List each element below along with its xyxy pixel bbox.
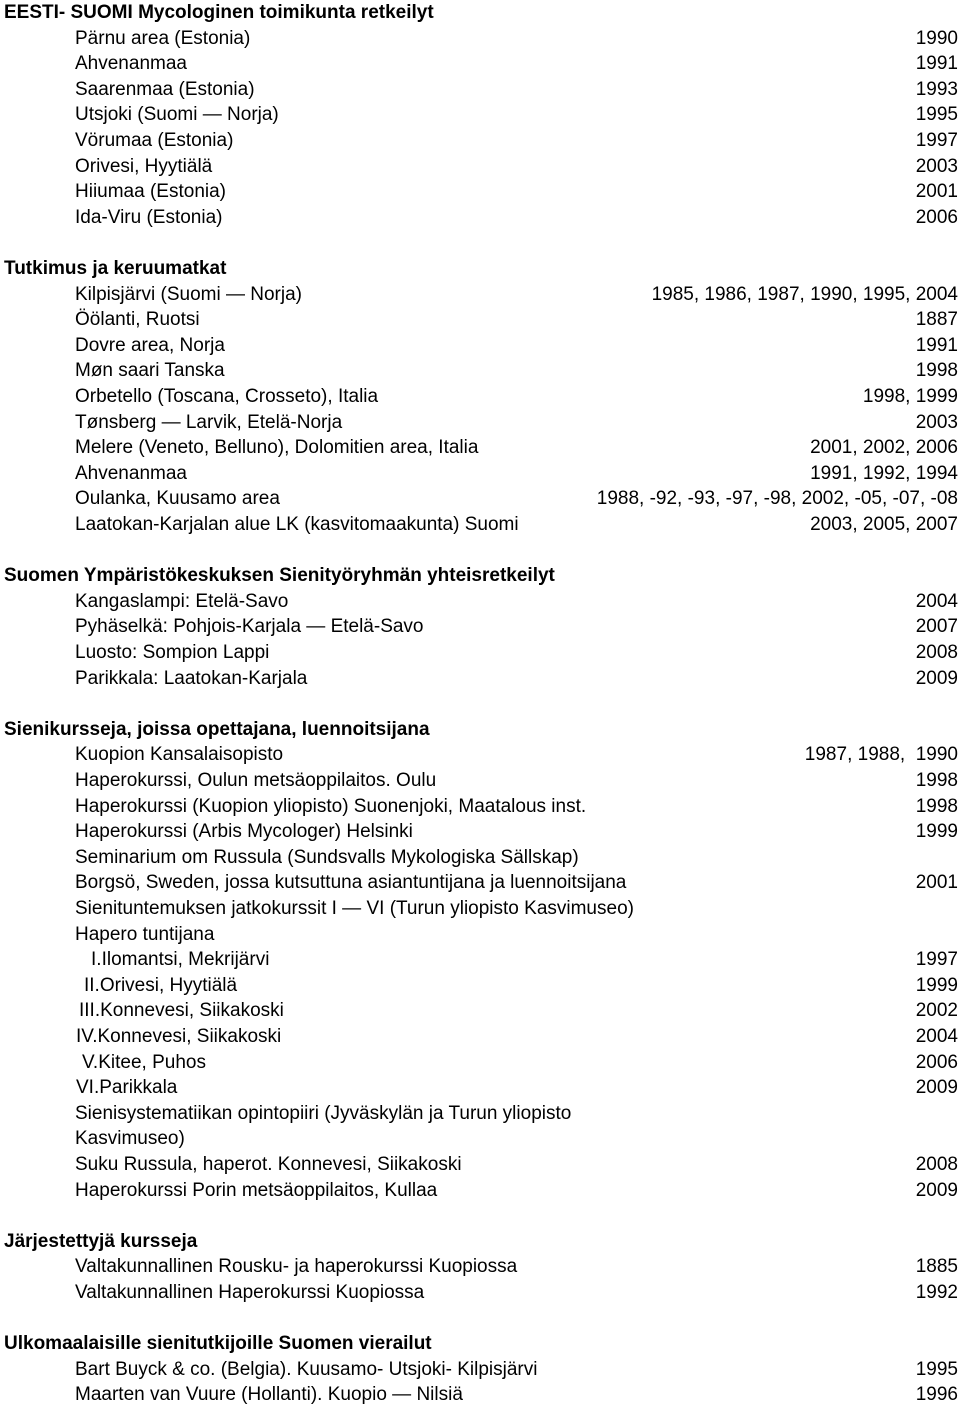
item-label: Kasvimuseo): [75, 1128, 185, 1150]
list-item: [0, 667, 960, 691]
item-label: Melere (Veneto, Belluno), Dolomitien area, Italia: [75, 437, 479, 459]
item-year: 2002: [915, 1000, 958, 1022]
list-item: [0, 1051, 960, 1075]
item-label: Dovre area, Norja: [75, 334, 225, 356]
list-item: [0, 462, 960, 486]
section-heading: Sienikursseja, joissa opettajana, luennoitsijana: [4, 718, 430, 740]
item-label: Orivesi, Hyytiälä: [75, 155, 213, 177]
item-year: 1995: [915, 1358, 958, 1380]
list-item: [0, 769, 960, 793]
item-label: Pyhäselkä: Pohjois-Karjala — Etelä-Savo: [75, 616, 424, 638]
list-item: [0, 1358, 960, 1382]
list-item: [0, 743, 960, 767]
item-label: Bart Buyck & co. (Belgia). Kuusamo- Utsjoki- Kilpisjärvi: [75, 1358, 538, 1380]
list-item: [0, 1025, 960, 1049]
item-year: 2004: [915, 590, 958, 612]
list-item: [0, 999, 960, 1023]
list-item: [0, 487, 960, 511]
item-label: Konnevesi, Siikakoski: [97, 1026, 282, 1047]
item-year: 2003: [915, 155, 958, 177]
list-item: [0, 359, 960, 383]
item-year: 1991, 1992, 1994: [810, 462, 958, 484]
item-year: 1885: [915, 1256, 958, 1278]
item-year: 2006: [915, 206, 958, 228]
roman-numeral: III.: [79, 1000, 101, 1022]
item-label: Konnevesi, Siikakoski: [100, 1000, 284, 1022]
roman-numeral: I.: [91, 949, 102, 971]
item-year: 2009: [915, 1077, 958, 1099]
item-label: Haperokurssi (Arbis Mycologer) Helsinki: [75, 821, 413, 843]
list-item: [0, 1383, 960, 1407]
list-item: [0, 923, 960, 947]
item-year: 1998: [915, 795, 958, 817]
item-year: 1997: [915, 130, 958, 151]
item-year: 1992: [915, 1282, 958, 1303]
item-label: Ida-Viru (Estonia): [75, 206, 223, 228]
item-label: Utsjoki (Suomi — Norja): [75, 104, 279, 126]
item-year: 2003: [915, 411, 958, 433]
item-label: Orivesi, Hyytiälä: [99, 974, 238, 996]
item-year: 1996: [915, 1384, 958, 1406]
roman-numeral: II.: [84, 974, 100, 996]
item-label: Valtakunnallinen Haperokurssi Kuopiossa: [75, 1282, 425, 1303]
item-label: Ilomantsi, Mekrijärvi: [101, 949, 270, 971]
list-item: [0, 641, 960, 665]
section-heading: Suomen Ympäristökeskuksen Sienityöryhmän yhteisretkeilyt: [4, 565, 555, 587]
list-item: [0, 411, 960, 435]
item-year: 2001: [915, 872, 958, 894]
list-item: [0, 283, 960, 307]
item-label: Öölanti, Ruotsi: [75, 309, 200, 331]
list-item: [0, 334, 960, 358]
item-label: Kangaslampi: Etelä-Savo: [75, 590, 289, 612]
list-item: [0, 820, 960, 844]
item-year: 2004: [915, 1026, 958, 1047]
item-label: Kilpisjärvi (Suomi — Norja): [75, 283, 302, 305]
item-label: Maarten van Vuure (Hollanti). Kuopio — Nilsiä: [75, 1384, 463, 1406]
item-label: Parikkala: Laatokan-Karjala: [75, 667, 308, 689]
item-label: Haperokurssi Porin metsäoppilaitos, Kullaa: [75, 1179, 438, 1201]
item-year: 2008: [915, 1154, 958, 1175]
list-item: [0, 1102, 960, 1126]
item-label: Saarenmaa (Estonia): [75, 78, 255, 100]
list-item: [0, 1179, 960, 1203]
item-label: Pärnu area (Estonia): [75, 27, 251, 49]
item-year: 2008: [915, 642, 958, 663]
item-label: Parikkala: [99, 1077, 178, 1099]
section-heading: Tutkimus ja keruumatkat: [4, 258, 227, 279]
list-item: [0, 795, 960, 819]
item-year: 1887: [915, 309, 958, 331]
item-year: 2007: [915, 616, 958, 638]
section-heading: Ulkomaalaisille sienitutkijoille Suomen vierailut: [4, 1333, 432, 1355]
list-item: [0, 974, 960, 998]
item-year: 2006: [915, 1051, 958, 1073]
list-item: [0, 1127, 960, 1151]
list-item: [0, 871, 960, 895]
item-year: 2003, 2005, 2007: [810, 514, 958, 535]
item-label: Sienisystematiikan opintopiiri (Jyväskylän ja Turun yliopisto: [75, 1102, 572, 1124]
item-label: Hiiumaa (Estonia): [75, 181, 226, 203]
item-label: Møn saari Tanska: [75, 360, 225, 382]
item-year: 2009: [915, 1179, 958, 1201]
item-label: Valtakunnallinen Rousku- ja haperokurssi Kuopiossa: [75, 1256, 518, 1278]
item-label: Ahvenanmaa: [75, 462, 187, 484]
list-item: [0, 129, 960, 153]
item-year: 1998: [915, 770, 958, 791]
item-label: Haperokurssi (Kuopion yliopisto) Suonenjoki, Maatalous inst.: [75, 795, 587, 817]
item-year: 1991: [915, 53, 958, 75]
item-year: 1998, 1999: [862, 386, 958, 407]
list-item: [0, 1281, 960, 1305]
list-item: [0, 308, 960, 332]
item-label: Tønsberg — Larvik, Etelä-Norja: [75, 411, 343, 433]
list-item: [0, 52, 960, 76]
list-item: [0, 180, 960, 204]
item-label: Sienituntemuksen jatkokurssit I — VI (Turun yliopisto Kasvimuseo): [75, 898, 634, 919]
list-item: [0, 897, 960, 921]
list-item: [0, 78, 960, 102]
list-item: [0, 385, 960, 409]
section-heading: Järjestettyjä kursseja: [4, 1230, 198, 1252]
item-label: Ahvenanmaa: [75, 53, 187, 75]
list-item: [0, 206, 960, 230]
item-year: 1995: [915, 104, 958, 126]
item-year: 1999: [915, 974, 958, 996]
list-item: [0, 155, 960, 179]
item-label: Suku Russula, haperot. Konnevesi, Siikakoski: [75, 1154, 462, 1175]
list-item: [0, 103, 960, 127]
item-year: 1999: [915, 821, 958, 843]
roman-numeral: V.: [82, 1051, 99, 1073]
roman-numeral: IV.: [76, 1026, 98, 1047]
list-item: [0, 1153, 960, 1177]
list-item: [0, 615, 960, 639]
list-item: [0, 436, 960, 460]
item-label: Orbetello (Toscana, Crosseto), Italia: [75, 386, 379, 407]
item-label: Kitee, Puhos: [98, 1051, 206, 1073]
roman-numeral: VI.: [76, 1077, 100, 1099]
item-year: 1997: [915, 949, 958, 971]
item-label: Kuopion Kansalaisopisto: [75, 744, 284, 766]
item-year: 1988, -92, -93, -97, -98, 2002, -05, -07, -08: [596, 488, 958, 510]
item-label: Oulanka, Kuusamo area: [75, 488, 280, 510]
list-item: [0, 27, 960, 51]
item-label: Borgsö, Sweden, jossa kutsuttuna asiantuntijana ja luennoitsijana: [75, 872, 627, 894]
item-label: Laatokan-Karjalan alue LK (kasvitomaakunta) Suomi: [75, 514, 519, 535]
list-item: [0, 948, 960, 972]
item-year: 1987, 1988, 1990: [804, 744, 958, 766]
item-label: Hapero tuntijana: [75, 923, 215, 945]
list-item: [0, 1255, 960, 1279]
item-year: 2001, 2002, 2006: [810, 437, 958, 459]
item-year: 1998: [915, 360, 958, 382]
section-heading: EESTI- SUOMI Mycologinen toimikunta retkeilyt: [4, 2, 434, 23]
item-year: 1993: [915, 78, 958, 100]
item-year: 1991: [915, 334, 958, 356]
item-label: Vörumaa (Estonia): [75, 130, 234, 151]
item-year: 1990: [915, 27, 958, 49]
item-year: 2001: [915, 181, 958, 203]
item-year: 1985, 1986, 1987, 1990, 1995, 2004: [651, 283, 958, 305]
item-year: 2009: [915, 667, 958, 689]
list-item: [0, 513, 960, 537]
item-label: Haperokurssi, Oulun metsäoppilaitos. Oulu: [75, 770, 437, 791]
item-label: Luosto: Sompion Lappi: [75, 642, 270, 663]
list-item: [0, 590, 960, 614]
list-item: [0, 846, 960, 870]
item-label: Seminarium om Russula (Sundsvalls Mykologiska Sällskap): [75, 846, 579, 868]
list-item: [0, 1076, 960, 1100]
